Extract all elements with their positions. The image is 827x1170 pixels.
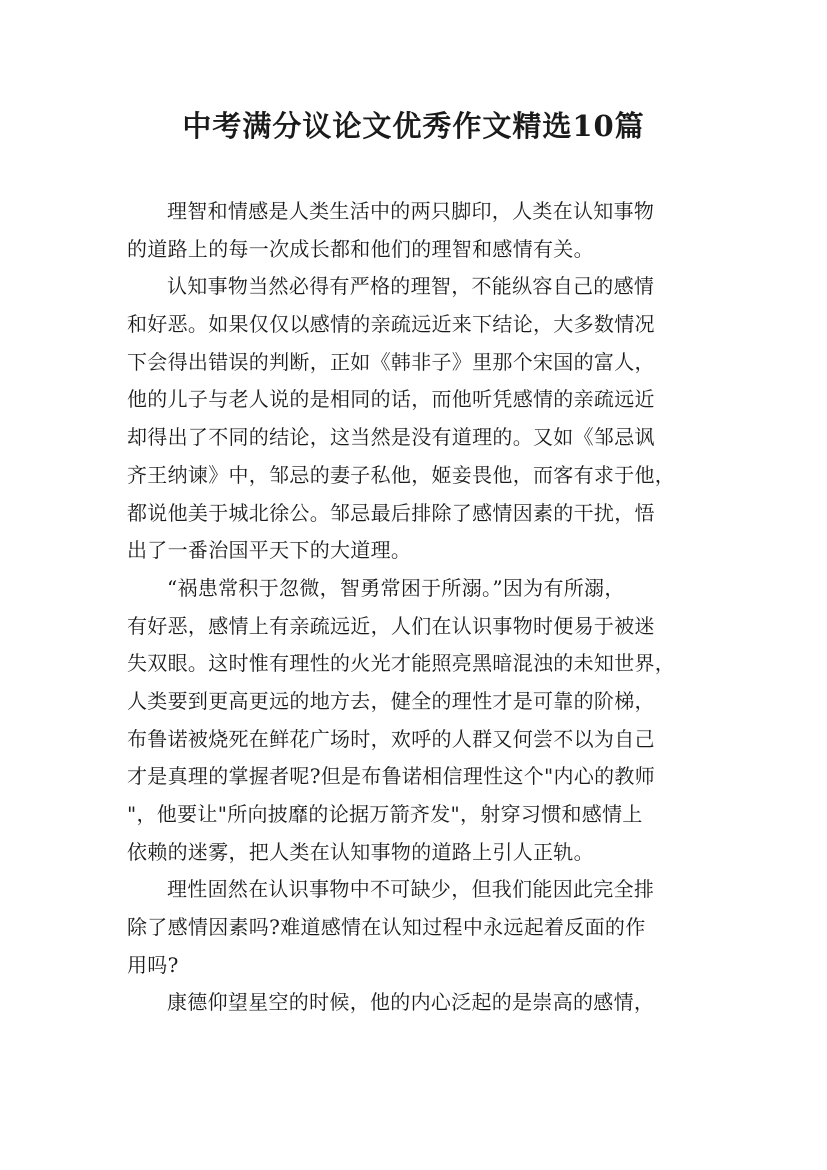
- paragraph-1: [127, 193, 712, 268]
- text-line: 都说他美于城北徐公。邹忌最后排除了感情因素的干扰，悟: [127, 500, 655, 525]
- text-line: 的道路上的每一次成长都和他们的理智和感情有关。: [127, 236, 594, 261]
- text-line: 失双眼。这时惟有理性的火光才能照亮黑暗混浊的未知世界，: [127, 651, 676, 676]
- text-line: 有好恶，感情上有亲疏远近，人们在认识事物时便易于被迷: [127, 613, 655, 638]
- text-line: 出了一番治国平天下的大道理。: [127, 538, 412, 563]
- text-line: 康德仰望星空的时候，他的内心泛起的是崇高的感情，: [167, 990, 655, 1015]
- text-line: 除了感情因素吗?难道感情在认知过程中永远起着反面的作: [127, 915, 646, 940]
- text-line: 理性固然在认识事物中不可缺少，但我们能因此完全排: [167, 877, 655, 902]
- text-line: 齐王纳谏》中，邹忌的妻子私他，姬妾畏他，而客有求于他，: [127, 462, 676, 487]
- text-line: 下会得出错误的判断，正如《韩非子》里那个宋国的富人，: [127, 349, 655, 374]
- paragraph-5: [127, 984, 712, 1022]
- text-line: 认知事物当然必得有严格的理智，不能纵容自己的感情: [167, 274, 655, 299]
- text-line: 才是真理的掌握者呢?但是布鲁诺相信理性这个"内心的教师: [127, 764, 656, 789]
- text-line: “祸患常积于忽微，智勇常困于所溺。”因为有所溺，: [167, 575, 625, 600]
- text-line: 和好恶。如果仅仅以感情的亲疏远近来下结论，大多数情况: [127, 312, 655, 337]
- text-line: 他的儿子与老人说的是相同的话，而他听凭感情的亲疏远近: [127, 387, 655, 412]
- text-line: 理智和情感是人类生活中的两只脚印，人类在认知事物: [167, 199, 655, 223]
- text-line: 布鲁诺被烧死在鲜花广场时，欢呼的人群又何尝不以为自己: [127, 726, 655, 751]
- text-line: 用吗?: [127, 952, 179, 977]
- text-line: 人类要到更高更远的地方去，健全的理性才是可靠的阶梯，: [127, 688, 655, 713]
- text-line: "，他要让"所向披靡的论据万箭齐发"，射穿习惯和感情上: [127, 802, 643, 826]
- paragraph-2: [127, 268, 712, 570]
- document-body: [127, 193, 712, 1022]
- text-line: 却得出了不同的结论，这当然是没有道理的。又如《邹忌讽: [127, 425, 655, 450]
- document-title: 中考满分议论文优秀作文精选10篇: [182, 109, 645, 143]
- paragraph-4: [127, 871, 712, 984]
- paragraph-3: [127, 570, 712, 872]
- text-line: 依赖的迷雾，把人类在认知事物的道路上引人正轨。: [127, 839, 594, 864]
